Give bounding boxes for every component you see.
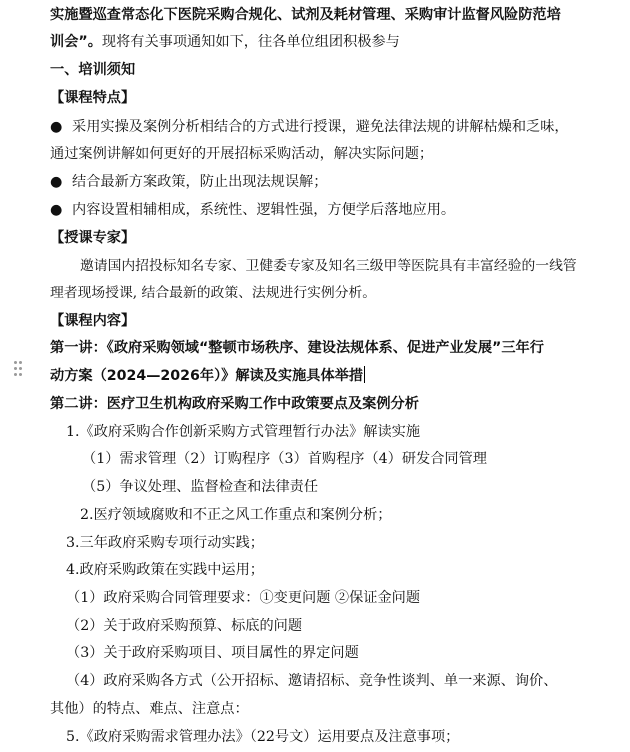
feature-item-3-text: 内容设置相辅相成，系统性、逻辑性强，方便学后落地应用。 [72, 202, 456, 218]
sub-item-budget: （2）关于政府采购预算、标底的问题 [66, 618, 303, 634]
sub-item-5: （5）争议处理、监督检查和法律责任 [82, 479, 319, 495]
feature-item-2 [50, 172, 327, 192]
feature-item-3 [50, 200, 455, 220]
drag-handle-icon[interactable] [14, 361, 24, 377]
section-heading-training: 一、培训须知 [50, 62, 136, 78]
feature-item-2-text: 结合最新方案政策，防止出现法规误解； [72, 174, 328, 190]
intro-line [50, 32, 400, 52]
lecturers-text-cont: 理者现场授课, 结合最新的政策、法规进行实例分析。 [50, 285, 377, 301]
sub-item-1-4: （1）需求管理（2）订购程序（3）首购程序（4）研发合同管理 [82, 451, 487, 467]
sub-item-project: （3）关于政府采购项目、项目属性的界定问题 [66, 645, 359, 661]
sub-item-methods-cont: 其他）的特点、难点、注意点： [50, 701, 249, 717]
list-item-3: 3.三年政府采购专项行动实践； [66, 535, 264, 551]
feature-item-1-cont: 通过案例讲解如何更好的开展招标采购活动，解决实际问题； [50, 146, 434, 162]
lecture-1-title-cont-text: 动方案（2024—2026年）》解读及实施具体举措 [50, 368, 364, 384]
lecture-2-title: 第二讲：医疗卫生机构政府采购工作中政策要点及案例分析 [50, 396, 419, 412]
subheading-course-features: 【课程特点】 [50, 90, 136, 106]
text-cursor [364, 366, 365, 383]
bullet-icon: ● [50, 202, 63, 218]
list-item-4: 4.政府采购政策在实践中运用； [66, 562, 264, 578]
list-item-5: 5.《政府采购需求管理办法》（22号文）运用要点及注意事项； [66, 729, 460, 745]
subheading-lecturers: 【授课专家】 [50, 230, 136, 246]
lecturers-text: 邀请国内招投标知名专家、卫健委专家及知名三级甲等医院具有丰富经验的一线管 [80, 258, 577, 274]
title-end: 训会”。 [50, 34, 102, 50]
sub-item-methods: （4）政府采购各方式（公开招标、邀请招标、竞争性谈判、单一来源、询价、 [66, 673, 558, 689]
subheading-course-content: 【课程内容】 [50, 313, 136, 329]
lecture-1-title-cont [50, 366, 365, 386]
notice-text: 现将有关事项通知如下，往各单位组团积极参与 [101, 34, 400, 50]
sub-item-contract: （1）政府采购合同管理要求：①变更问题 ②保证金问题 [66, 590, 421, 606]
lecture-1-title: 第一讲：《政府采购领域“整顿市场秩序、建设法规体系、促进产业发展”三年行 [50, 340, 544, 356]
feature-item-1-text: 采用实操及案例分析相结合的方式进行授课，避免法律法规的讲解枯燥和乏味， [72, 119, 569, 135]
list-item-2: 2.医疗领域腐败和不正之风工作重点和案例分析； [80, 507, 392, 523]
bullet-icon: ● [50, 119, 63, 135]
bullet-icon: ● [50, 174, 63, 190]
heading-continued-title: 实施暨巡查常态化下医院采购合规化、试剂及耗材管理、采购审计监督风险防范培 [50, 7, 561, 23]
list-item-1: 1.《政府采购合作创新采购方式管理暂行办法》解读实施 [66, 424, 421, 440]
feature-item-1 [50, 117, 569, 137]
